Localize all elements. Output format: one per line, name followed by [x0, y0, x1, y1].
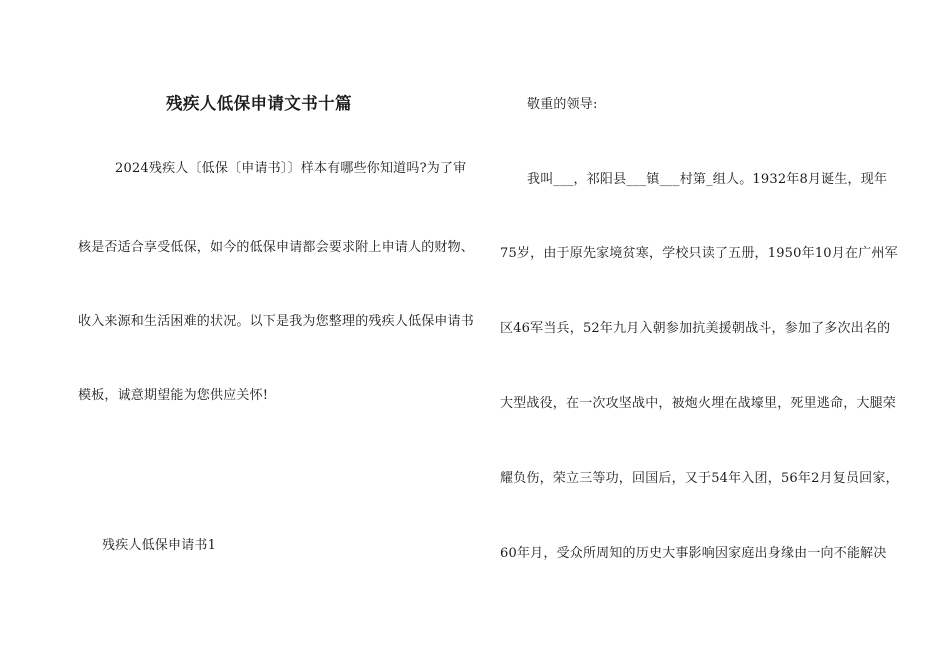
body-line-6: 60年月，受众所周知的历史大事影响因家庭出身缘由一向不能解决 [500, 546, 887, 561]
body-line-3: 区46军当兵，52年九月入朝参加抗美援朝战斗，参加了多次出名的 [500, 321, 891, 336]
intro-line-4: 模板，诚意期望能为您供应关怀! [78, 388, 269, 403]
intro-line-2: 核是否适合享受低保，如今的低保申请都会要求附上申请人的财物、 [78, 240, 475, 255]
body-line-1: 我叫___，祁阳县___镇___村第_组人。1932年8月诞生，现年 [527, 172, 888, 187]
intro-line-1: 2024残疾人〔低保〔申请书〕〕样本有哪些你知道吗?为了审 [115, 161, 467, 176]
intro-line-3: 收入来源和生活困难的状况。以下是我为您整理的残疾人低保申请书 [78, 314, 475, 329]
salutation: 敬重的领导: [527, 97, 598, 112]
body-line-4: 大型战役，在一次攻坚战中，被炮火埋在战壕里，死里逃命，大腿荣 [500, 396, 897, 411]
section-heading: 残疾人低保申请书1 [102, 538, 217, 553]
body-line-5: 耀负伤，荣立三等功，回国后，又于54年入团，56年2月复员回家， [500, 471, 899, 486]
document-title: 残疾人低保申请文书十篇 [166, 94, 352, 113]
right-column [500, 0, 899, 672]
left-column [78, 0, 475, 672]
body-line-2: 75岁，由于原先家境贫寒，学校只读了五册，1950年10月在广州军 [500, 246, 898, 261]
